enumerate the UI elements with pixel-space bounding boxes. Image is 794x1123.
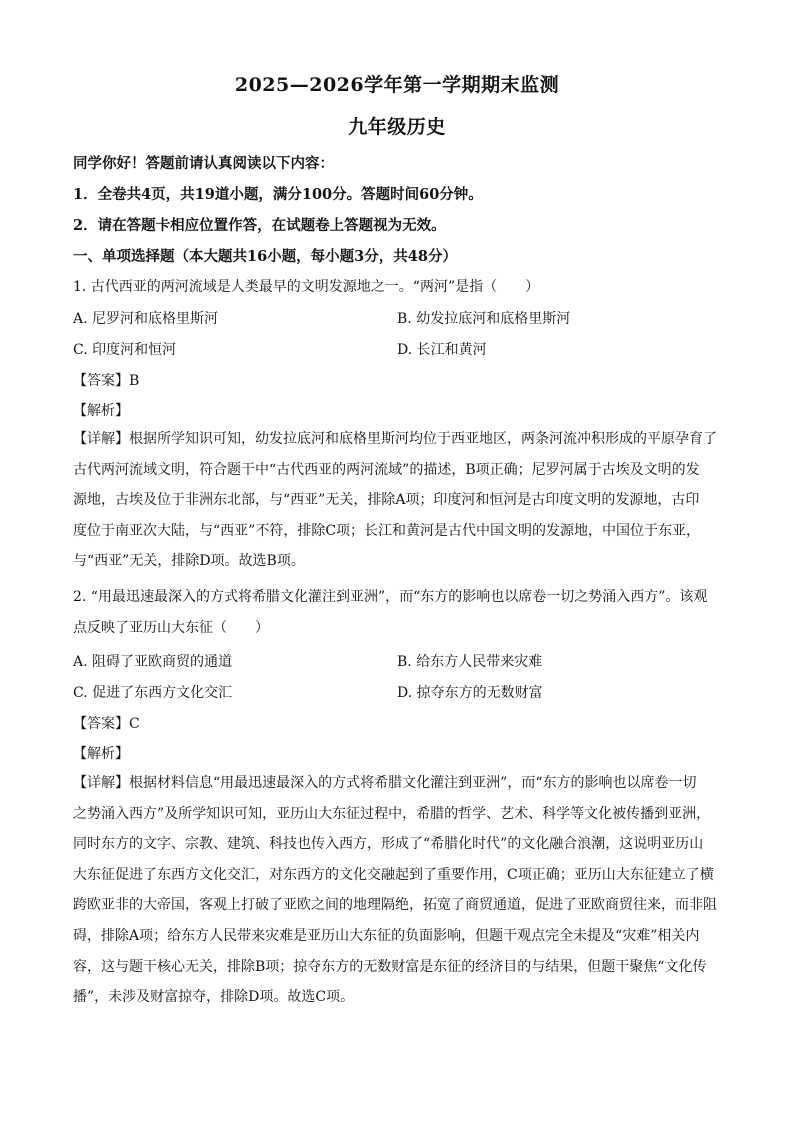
q2-option-d: D. 掠夺东方的无数财富 [397,685,543,701]
q2-stem-line: 2. “用最迅速最深入的方式将希腊文化灌注到亚洲”，而“东方的影响也以席卷一切之势涌入西方”。该观 [73,589,708,605]
q2-detail-line: 同时东方的文字、宗教、建筑、科技也传入西方，形成了“希腊化时代”的文化融合浪潮，这说明亚历山 [73,836,704,853]
q2-answer: 【答案】C [73,716,140,732]
q1-detail-line: 与“西亚”无关，排除D项。故选B项。 [73,553,305,570]
q1-option-d: D. 长江和黄河 [397,342,487,358]
q2-detail-line: 容，这与题干核心无关，排除B项；掠夺东方的无数财富是东征的经济目的与结果，但题干聚焦“文化传 [73,958,707,975]
q2-option-a: A. 阻碍了亚欧商贸的通道 [73,654,233,670]
q1-detail-line: 度位于南亚次大陆，与“西亚”不符，排除C项；长江和黄河是古代中国文明的发源地，中国位于东亚， [73,522,701,539]
q2-detail-line: 之势涌入西方”及所学知识可知，亚历山大东征过程中，希腊的哲学、艺术、科学等文化被传播到亚洲， [73,805,711,822]
q2-detail [73,768,723,1013]
q1-answer: 【答案】B [73,373,140,389]
q1-analysis-label: 【解析】 [73,403,129,419]
q1-option-b: B. 幼发拉底河和底格里斯河 [397,311,571,327]
exam-subtitle: 九年级历史 [348,116,446,138]
q1-detail [73,424,723,577]
q2-analysis-label: 【解析】 [73,746,129,762]
q1-option-a: A. 尼罗河和底格里斯河 [73,311,219,327]
exam-title: 2025—2026学年第一学期期末监测 [234,74,560,96]
q2-detail-line: 播”，未涉及财富掠夺，排除D项。故选C项。 [73,989,355,1006]
section-heading: 一、单项选择题（本大题共16小题，每小题3分，共48分） [73,248,457,265]
notice-rule-1: 1．全卷共4页，共19道小题，满分100分。答题时间60分钟。 [73,186,483,203]
q2-stem [73,582,723,643]
q1-stem: 1. 古代西亚的两河流域是人类最早的文明发源地之一。“两河”是指（ ） [73,279,540,295]
q1-option-c: C. 印度河和恒河 [73,342,177,358]
q2-detail-line: 大东征促进了东西方文化交汇，对东西方的文化交融起到了重要作用，C项正确；亚历山大东征建立了横 [73,866,714,883]
notice-rule-2: 2．请在答题卡相应位置作答，在试题卷上答题视为无效。 [73,217,446,234]
q1-detail-line: 源地，古埃及位于非洲东北部，与“西亚”无关，排除A项；印度河和恒河是古印度文明的发源地，古印 [73,492,700,509]
q2-detail-line: 【详解】根据材料信息“用最迅速最深入的方式将希腊文化灌注到亚洲”，而“东方的影响也以席卷一切 [73,775,697,791]
q2-detail-line: 跨欧亚非的大帝国，客观上打破了亚欧之间的地理隔绝，拓宽了商贸通道，促进了亚欧商贸往来，而非阻 [73,897,717,914]
q2-option-c: C. 促进了东西方文化交汇 [73,685,233,701]
q1-detail-line: 古代两河流域文明，符合题干中“古代西亚的两河流域”的描述，B项正确；尼罗河属于古埃及文明的发 [73,461,700,478]
q2-stem-line: 点反映了亚历山大东征（ ） [73,619,269,636]
q2-detail-line: 碍，排除A项；给东方人民带来灾难是亚历山大东征的负面影响，但题干观点完全未提及“灾难”相关内 [73,927,700,944]
q1-detail-line: 【详解】根据所学知识可知，幼发拉底河和底格里斯河均位于西亚地区，两条河流冲积形成的平原孕育了 [73,431,717,447]
q2-option-b: B. 给东方人民带来灾难 [397,654,543,670]
notice-greeting: 同学你好！答题前请认真阅读以下内容： [73,155,334,172]
